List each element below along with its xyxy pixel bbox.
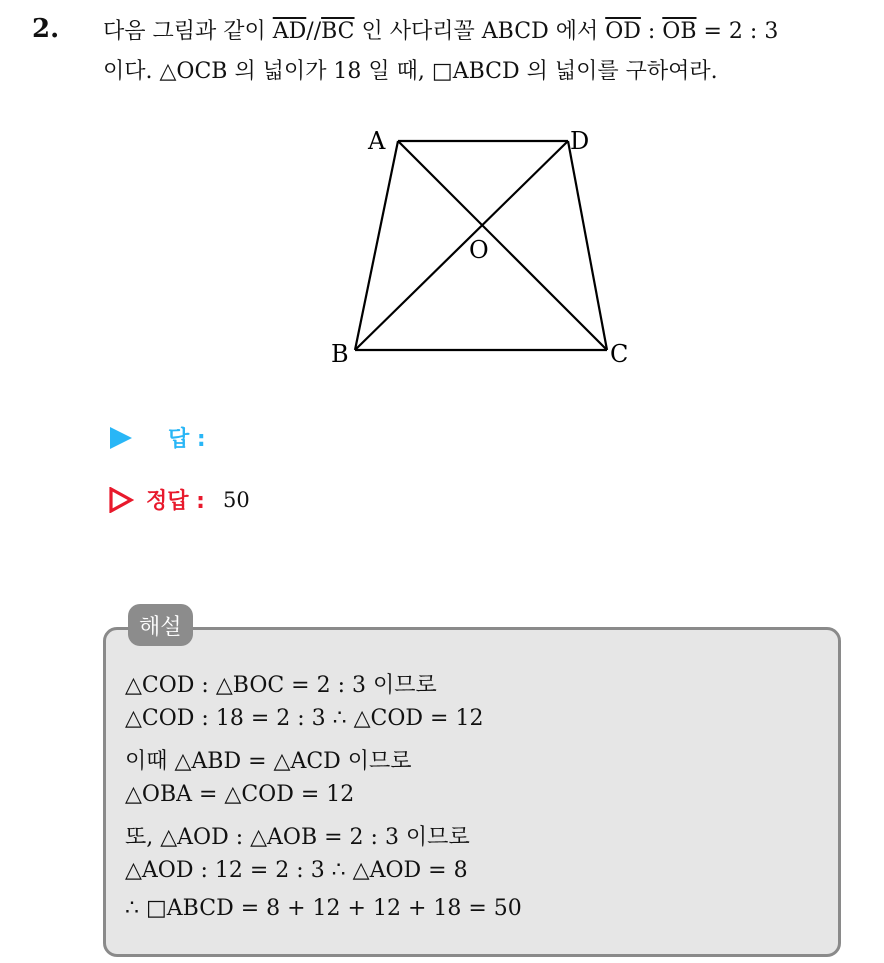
ratio-colon: : [640,19,663,44]
solution-line-4: △OBA = △COD = 12 [125,782,355,807]
parallel-symbol: // [306,19,322,44]
segment-od: $\overline{OD}$ [605,19,641,44]
answer-label: 답 : [168,427,206,452]
question-line-1 [103,14,778,45]
solution-line-2: △COD : 18 = 2 : 3 ∴ △COD = 12 [125,706,484,731]
diagonal-ac [398,141,607,350]
label-c: C [610,340,629,368]
answer-row [108,422,224,453]
label-o: O [469,236,489,264]
label-b: B [331,340,349,368]
segment-bc: $\overline{BC}$ [321,19,355,44]
solution-line-3: 이때 △ABD = △ACD 이므로 [125,749,412,774]
segment-ad: $\overline{AD}$ [272,19,307,44]
diagonal-bd [355,141,568,350]
label-d: D [570,127,590,155]
question-text-part2: 인 사다리꼴 ABCD 에서 [354,19,606,44]
segment-ob: $\overline{OB}$ [662,19,697,44]
solution-line-1: △COD : △BOC = 2 : 3 이므로 [125,673,437,698]
solution-line-6: △AOD : 12 = 2 : 3 ∴ △AOD = 8 [125,858,468,883]
side-ab [355,141,398,350]
explanation-tab: 해설 [128,604,193,646]
solution-line-7: ∴ □ABCD = 8 + 12 + 12 + 18 = 50 [125,896,522,921]
trapezoid-figure [320,118,640,368]
question-text-part3: = 2 : 3 [696,19,779,44]
correct-value: 50 [222,487,250,512]
question-number: 2. [32,14,60,44]
correct-label: 정답 : [146,489,205,514]
play-filled-icon [108,426,134,450]
side-dc [568,141,607,350]
correct-row [108,484,250,515]
solution-line-5: 또, △AOD : △AOB = 2 : 3 이므로 [125,825,470,850]
question-line-2: 이다. △OCB 의 넓이가 18 일 때, □ABCD 의 넓이를 구하여라. [103,59,718,84]
play-outline-icon [108,487,134,513]
label-a: A [368,127,386,155]
question-text-part1: 다음 그림과 같이 [103,19,273,44]
